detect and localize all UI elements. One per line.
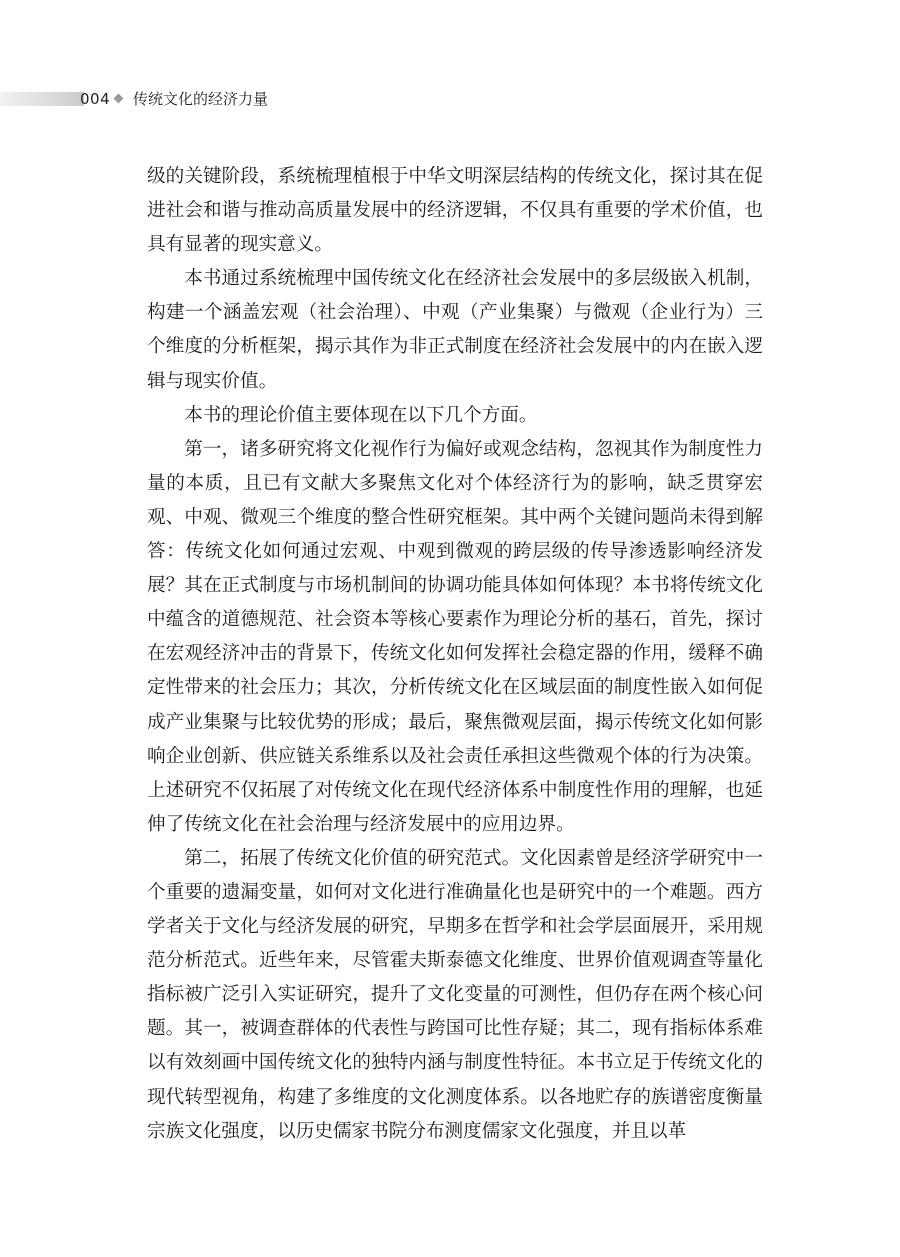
paragraph: 第一，诸多研究将文化视作行为偏好或观念结构，忽视其作为制度性力量的本质，且已有文献大多聚焦文化对个体经济行为的影响，缺乏贯穿宏观、中观、微观三个维度的整合性研究框架。其中两个关键问题尚未得到解答：传统文化如何通过宏观、中观到微观的跨层级的传导渗透影响经济发展？其在正式制度与市场机制间的协调功能具体如何体现？本书将传统文化中蕴含的道德规范、社会资本等核心要素作为理论分析的基石，首先，探讨在宏观经济冲击的背景下，传统文化如何发挥社会稳定器的作用，缓释不确定性带来的社会压力；其次，分析传统文化在区域层面的制度性嵌入如何促成产业集聚与比较优势的形成；最后，聚焦微观层面，揭示传统文化如何影响企业创新、供应链关系维系以及社会责任承担这些微观个体的行为决策。上述研究不仅拓展了对传统文化在现代经济体系中制度性作用的理解，也延伸了传统文化在社会治理与经济发展中的应用边界。 [147,438,763,835]
header-gradient-bar [0,92,84,106]
paragraph: 本书的理论价值主要体现在以下几个方面。 [184,404,538,426]
paragraph: 本书通过系统梳理中国传统文化在经济社会发展中的多层级嵌入机制，构建一个涵盖宏观（社会治理）、中观（产业集聚）与微观（企业行为）三个维度的分析框架，揭示其作为非正式制度在经济社会发展中的内在嵌入逻辑与现实价值。 [147,268,763,392]
diamond-icon [114,94,124,104]
paragraph: 第二，拓展了传统文化价值的研究范式。文化因素曾是经济学研究中一个重要的遗漏变量，如何对文化进行准确量化也是研究中的一个难题。西方学者关于文化与经济发展的研究，早期多在哲学和社会学层面展开，采用规范分析范式。近些年来，尽管霍夫斯泰德文化维度、世界价值观调查等量化指标被广泛引入实证研究，提升了文化变量的可测性，但仍存在两个核心问题。其一，被调查群体的代表性与跨国可比性存疑；其二，现有指标体系难以有效刻画中国传统文化的独特内涵与制度性特征。本书立足于传统文化的现代转型视角，构建了多维度的文化测度体系。以各地贮存的族谱密度衡量宗族文化强度，以历史儒家书院分布测度儒家文化强度，并且以革 [147,847,763,1142]
page-number: 004 [80,90,111,108]
page-body [147,160,763,1149]
paragraph-continued: 级的关键阶段，系统梳理植根于中华文明深层结构的传统文化，探讨其在促进社会和谐与推动高质量发展中的经济逻辑，不仅具有重要的学术价值，也具有显著的现实意义。 [147,166,763,256]
running-header [0,88,900,112]
book-title: 传统文化的经济力量 [133,90,269,108]
